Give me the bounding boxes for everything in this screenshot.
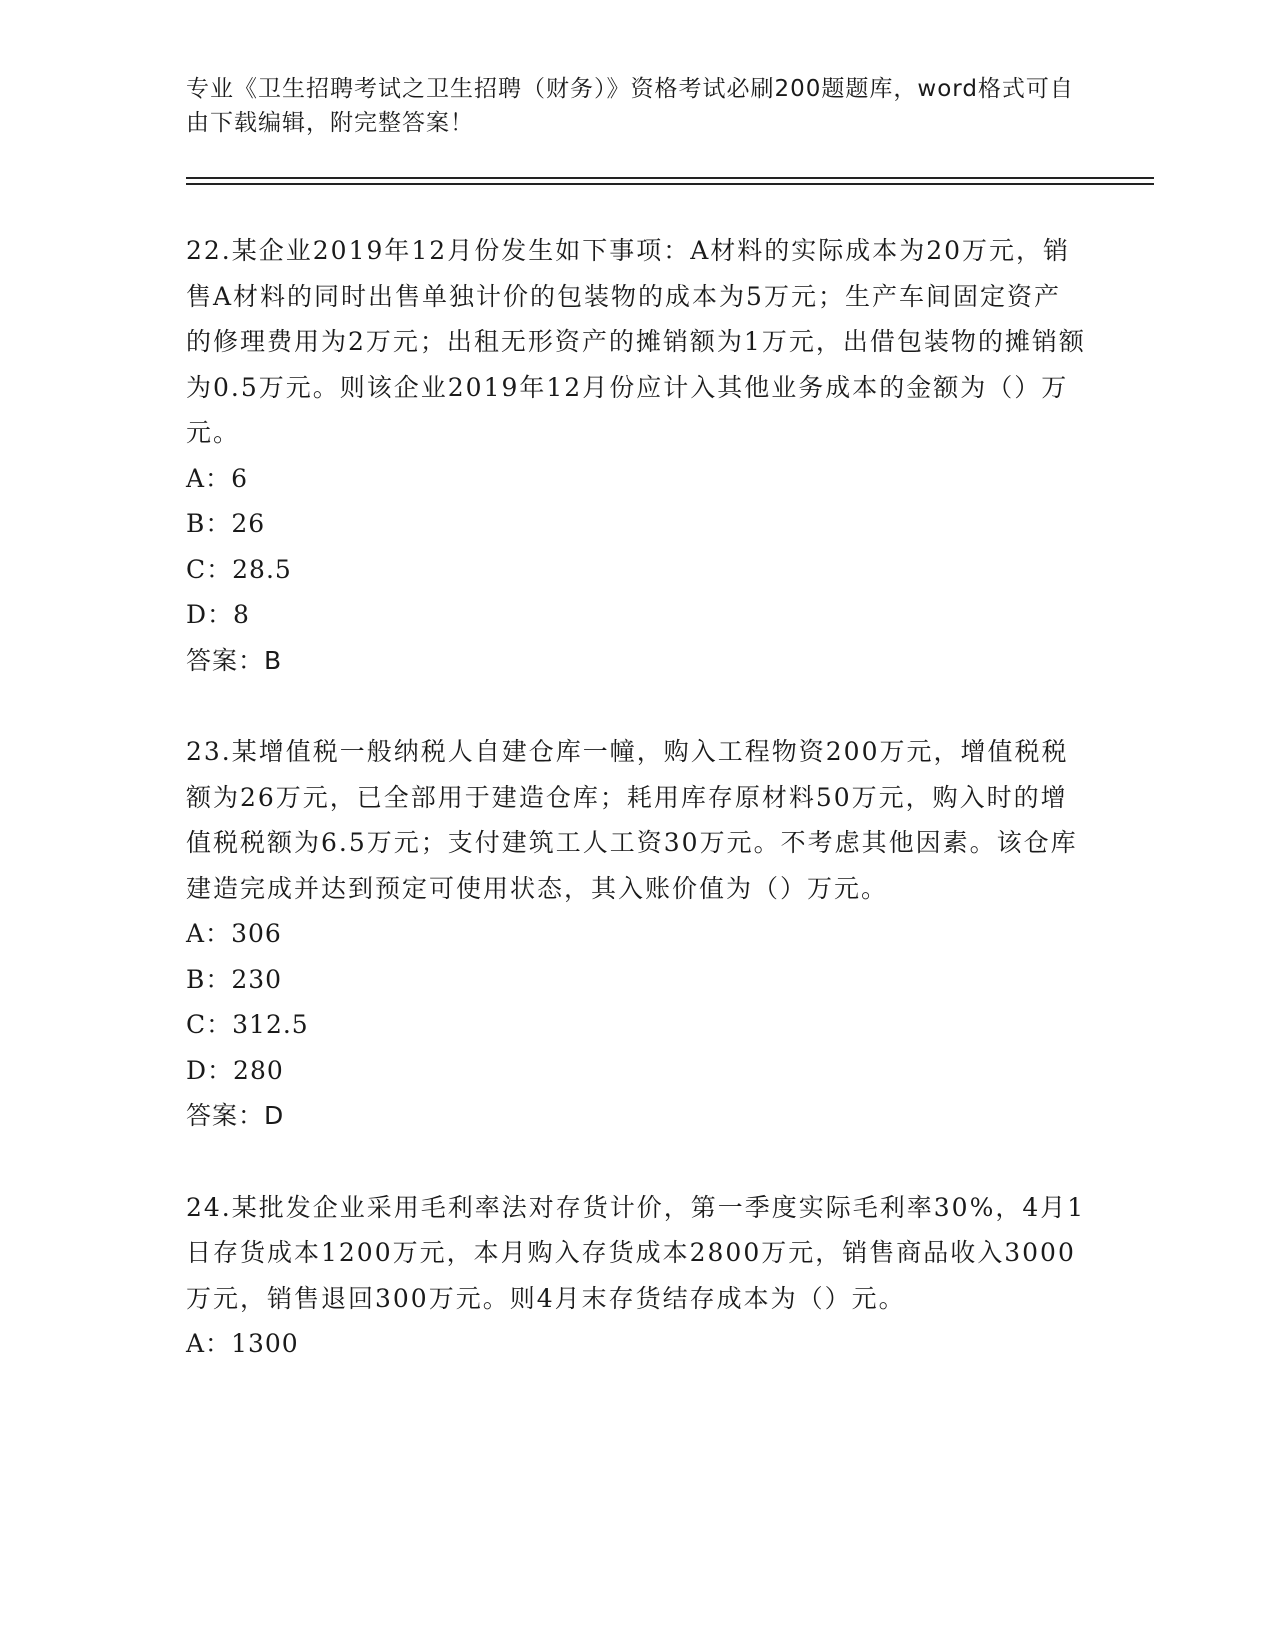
- option-label: B：: [186, 964, 232, 994]
- option-value: 6: [231, 463, 248, 493]
- option-a: [186, 911, 1086, 957]
- option-b: [186, 501, 1086, 547]
- question-24: [186, 1185, 1086, 1367]
- option-label: B：: [186, 509, 232, 538]
- option-value: 312.5: [232, 1010, 309, 1039]
- option-label: D：: [186, 1055, 234, 1085]
- option-label: A：: [186, 463, 232, 493]
- option-b: [186, 957, 1086, 1003]
- option-value: 280: [233, 1055, 284, 1085]
- option-value: 28.5: [232, 554, 292, 584]
- option-label: D：: [186, 600, 234, 629]
- header-divider-bottom: [186, 183, 1154, 185]
- option-value: 1300: [231, 1329, 299, 1358]
- option-d: [186, 592, 1086, 638]
- document-header: [186, 72, 1086, 140]
- option-c: [186, 1002, 1086, 1048]
- option-value: 230: [231, 964, 283, 994]
- option-list: [186, 911, 1086, 1093]
- header-title: 专业《卫生招聘考试之卫生招聘（财务）》资格考试必刷200题题库，word格式可自由下载编辑，附完整答案！: [186, 76, 1074, 136]
- question-stem: 22.某企业2019年12月份发生如下事项：A材料的实际成本为20万元，销售A材料的同时出售单独计价的包装物的成本为5万元；生产车间固定资产的修理费用为2万元；出租无形资产的摊销额为1万元，出借包装物的摊销额为0.5万元。则该企业2019年12月份应计入其他业务成本的金额为（）万元。: [186, 236, 1086, 447]
- question-stem: 23.某增值税一般纳税人自建仓库一幢，购入工程物资200万元，增值税税额为26万元，已全部用于建造仓库；耗用库存原材料50万元，购入时的增值税税额为6.5万元；支付建筑工人工资30万元。不考虑其他因素。该仓库建造完成并达到预定可使用状态，其入账价值为（）万元。: [186, 737, 1078, 903]
- option-c: [186, 547, 1086, 593]
- answer-line: 答案：D: [186, 1101, 285, 1130]
- option-list: [186, 1321, 1086, 1367]
- option-list: [186, 456, 1086, 638]
- option-a: [186, 1321, 1086, 1367]
- option-value: 8: [233, 600, 250, 629]
- option-a: [186, 456, 1086, 502]
- option-label: C：: [186, 554, 233, 584]
- question-23: [186, 729, 1086, 1139]
- option-value: 306: [231, 919, 282, 948]
- question-list: [186, 228, 1086, 1413]
- option-value: 26: [231, 509, 266, 538]
- option-label: A：: [186, 1329, 232, 1358]
- answer-line: 答案：B: [186, 645, 283, 675]
- question-stem: 24.某批发企业采用毛利率法对存货计价，第一季度实际毛利率30%，4月1日存货成本1200万元，本月购入存货成本2800万元，销售商品收入3000万元，销售退回300万元。则4月末存货结存成本为（）元。: [186, 1192, 1086, 1313]
- option-label: A：: [186, 919, 232, 948]
- option-label: C：: [186, 1010, 233, 1039]
- header-divider-top: [186, 177, 1154, 179]
- option-d: [186, 1048, 1086, 1094]
- question-22: [186, 228, 1086, 683]
